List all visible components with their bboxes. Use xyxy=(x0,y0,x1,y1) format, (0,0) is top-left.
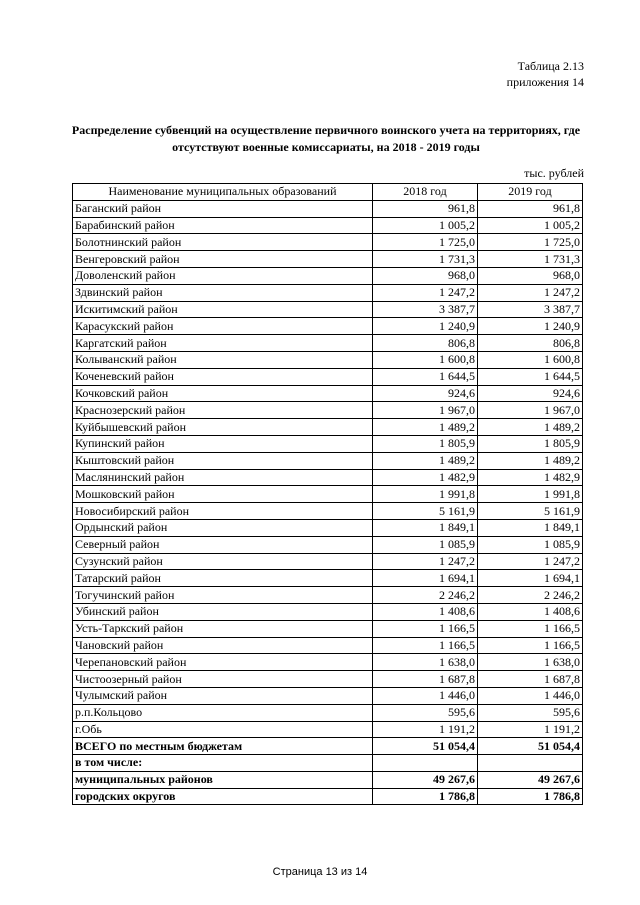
row-2018-cell: 1 489,2 xyxy=(373,419,478,436)
row-2019-cell: 595,6 xyxy=(478,704,583,721)
municipal-districts-row xyxy=(73,771,583,788)
row-2019-cell: 1 408,6 xyxy=(478,603,583,620)
row-2018-cell: 1 991,8 xyxy=(373,486,478,503)
table-row xyxy=(73,385,583,402)
row-name-cell: Чистоозерный район xyxy=(73,671,373,688)
row-2018-cell: 1 446,0 xyxy=(373,687,478,704)
row-2019-cell: 1 446,0 xyxy=(478,687,583,704)
row-2018-cell: 1 408,6 xyxy=(373,603,478,620)
table-row xyxy=(73,452,583,469)
row-2019-cell: 806,8 xyxy=(478,335,583,352)
row-name-cell: Убинский район xyxy=(73,603,373,620)
table-row xyxy=(73,351,583,368)
row-2019-cell: 2 246,2 xyxy=(478,587,583,604)
row-2018-cell: 1 247,2 xyxy=(373,284,478,301)
table-row xyxy=(73,368,583,385)
row-2018-cell: 968,0 xyxy=(373,267,478,284)
table-row xyxy=(73,469,583,486)
row-2019-cell: 1 191,2 xyxy=(478,721,583,738)
appendix-reference: приложения 14 xyxy=(506,75,584,89)
including-row xyxy=(73,755,583,772)
row-2019-cell: 1 482,9 xyxy=(478,469,583,486)
table-row xyxy=(73,536,583,553)
table-row xyxy=(73,267,583,284)
column-header-2018: 2018 год xyxy=(373,184,478,201)
row-2019-cell: 3 387,7 xyxy=(478,301,583,318)
row-name-cell: Черепановский район xyxy=(73,654,373,671)
row-2019-cell: 5 161,9 xyxy=(478,503,583,520)
table-number: Таблица 2.13 xyxy=(517,59,584,73)
row-name-cell: Чулымский район xyxy=(73,687,373,704)
table-row xyxy=(73,503,583,520)
row-2018-cell: 1 166,5 xyxy=(373,637,478,654)
table-row xyxy=(73,486,583,503)
table-row xyxy=(73,620,583,637)
row-2019-cell: 1 725,0 xyxy=(478,234,583,251)
row-name-cell: Северный район xyxy=(73,536,373,553)
table-row xyxy=(73,687,583,704)
row-name-cell: р.п.Кольцово xyxy=(73,704,373,721)
row-2018-cell: 1 247,2 xyxy=(373,553,478,570)
municipal-districts-label: муниципальных районов xyxy=(73,771,373,788)
row-name-cell: Кыштовский район xyxy=(73,452,373,469)
table-row xyxy=(73,519,583,536)
row-2018-cell: 1 725,0 xyxy=(373,234,478,251)
table-row xyxy=(73,200,583,217)
row-2018-cell: 1 805,9 xyxy=(373,435,478,452)
row-2018-cell: 806,8 xyxy=(373,335,478,352)
municipal-districts-2019: 49 267,6 xyxy=(478,771,583,788)
row-name-cell: Татарский район xyxy=(73,570,373,587)
row-name-cell: Куйбышевский район xyxy=(73,419,373,436)
table-row xyxy=(73,435,583,452)
including-2018 xyxy=(373,755,478,772)
row-2018-cell: 1 240,9 xyxy=(373,318,478,335)
urban-districts-label: городских округов xyxy=(73,788,373,805)
row-name-cell: Чановский район xyxy=(73,637,373,654)
unit-label: тыс. рублей xyxy=(524,166,584,180)
table-row xyxy=(73,217,583,234)
table-row xyxy=(73,637,583,654)
row-2019-cell: 1 489,2 xyxy=(478,452,583,469)
table-row xyxy=(73,603,583,620)
row-name-cell: Доволенский район xyxy=(73,267,373,284)
row-2018-cell: 1 191,2 xyxy=(373,721,478,738)
urban-districts-2019: 1 786,8 xyxy=(478,788,583,805)
row-name-cell: Ордынский район xyxy=(73,519,373,536)
table-row xyxy=(73,654,583,671)
row-2018-cell: 1 489,2 xyxy=(373,452,478,469)
row-2018-cell: 1 687,8 xyxy=(373,671,478,688)
row-2018-cell: 1 731,3 xyxy=(373,251,478,268)
row-name-cell: Сузунский район xyxy=(73,553,373,570)
column-header-name: Наименование муниципальных образований xyxy=(73,184,373,201)
document-title: Распределение субвенций на осуществление первичного воинского учета на территориях, где отсутствуют военные комиссариаты, на 2018 - 2019 годы xyxy=(71,123,581,154)
table-row xyxy=(73,251,583,268)
row-2019-cell: 1 166,5 xyxy=(478,637,583,654)
row-name-cell: Баганский район xyxy=(73,200,373,217)
row-name-cell: Купинский район xyxy=(73,435,373,452)
row-2018-cell: 1 849,1 xyxy=(373,519,478,536)
including-2019 xyxy=(478,755,583,772)
row-2018-cell: 5 161,9 xyxy=(373,503,478,520)
urban-districts-2018: 1 786,8 xyxy=(373,788,478,805)
row-2019-cell: 1 166,5 xyxy=(478,620,583,637)
table-row xyxy=(73,318,583,335)
row-2019-cell: 1 805,9 xyxy=(478,435,583,452)
row-2019-cell: 1 247,2 xyxy=(478,553,583,570)
page-footer: Страница 13 из 14 xyxy=(272,866,368,878)
municipal-districts-2018: 49 267,6 xyxy=(373,771,478,788)
table-row xyxy=(73,570,583,587)
row-2018-cell: 1 967,0 xyxy=(373,402,478,419)
row-2019-cell: 1 638,0 xyxy=(478,654,583,671)
subsidy-table xyxy=(72,183,583,805)
table-row xyxy=(73,284,583,301)
row-name-cell: Здвинский район xyxy=(73,284,373,301)
row-2018-cell: 1 166,5 xyxy=(373,620,478,637)
row-name-cell: Маслянинский район xyxy=(73,469,373,486)
table-row xyxy=(73,671,583,688)
row-2018-cell: 2 246,2 xyxy=(373,587,478,604)
row-2019-cell: 924,6 xyxy=(478,385,583,402)
total-2018: 51 054,4 xyxy=(373,738,478,755)
row-2019-cell: 1 005,2 xyxy=(478,217,583,234)
row-2019-cell: 1 085,9 xyxy=(478,536,583,553)
table-row xyxy=(73,553,583,570)
table-row xyxy=(73,335,583,352)
row-name-cell: Коченевский район xyxy=(73,368,373,385)
row-2019-cell: 1 991,8 xyxy=(478,486,583,503)
row-2019-cell: 1 600,8 xyxy=(478,351,583,368)
row-name-cell: Усть-Таркский район xyxy=(73,620,373,637)
row-name-cell: Болотнинский район xyxy=(73,234,373,251)
table-row xyxy=(73,704,583,721)
row-2019-cell: 1 731,3 xyxy=(478,251,583,268)
row-2018-cell: 1 644,5 xyxy=(373,368,478,385)
row-name-cell: Тогучинский район xyxy=(73,587,373,604)
row-2019-cell: 961,8 xyxy=(478,200,583,217)
row-2018-cell: 3 387,7 xyxy=(373,301,478,318)
row-2018-cell: 924,6 xyxy=(373,385,478,402)
row-2019-cell: 1 687,8 xyxy=(478,671,583,688)
table-row xyxy=(73,234,583,251)
total-label: ВСЕГО по местным бюджетам xyxy=(73,738,373,755)
table-header-row xyxy=(73,184,583,201)
row-2018-cell: 595,6 xyxy=(373,704,478,721)
row-name-cell: Каргатский район xyxy=(73,335,373,352)
row-name-cell: Искитимский район xyxy=(73,301,373,318)
row-2019-cell: 1 240,9 xyxy=(478,318,583,335)
row-name-cell: Кочковский район xyxy=(73,385,373,402)
row-2019-cell: 968,0 xyxy=(478,267,583,284)
row-2018-cell: 1 482,9 xyxy=(373,469,478,486)
total-2019: 51 054,4 xyxy=(478,738,583,755)
column-header-2019: 2019 год xyxy=(478,184,583,201)
urban-districts-row xyxy=(73,788,583,805)
row-2019-cell: 1 644,5 xyxy=(478,368,583,385)
row-name-cell: Колыванский район xyxy=(73,351,373,368)
row-name-cell: Венгеровский район xyxy=(73,251,373,268)
table-row xyxy=(73,587,583,604)
table-row xyxy=(73,402,583,419)
row-2018-cell: 1 694,1 xyxy=(373,570,478,587)
table-row xyxy=(73,301,583,318)
row-name-cell: Краснозерский район xyxy=(73,402,373,419)
row-name-cell: Карасукский район xyxy=(73,318,373,335)
row-2019-cell: 1 967,0 xyxy=(478,402,583,419)
row-2018-cell: 1 600,8 xyxy=(373,351,478,368)
row-name-cell: Мошковский район xyxy=(73,486,373,503)
table-row xyxy=(73,419,583,436)
row-2019-cell: 1 247,2 xyxy=(478,284,583,301)
table-row xyxy=(73,721,583,738)
row-2018-cell: 1 638,0 xyxy=(373,654,478,671)
row-2019-cell: 1 489,2 xyxy=(478,419,583,436)
row-2019-cell: 1 849,1 xyxy=(478,519,583,536)
row-name-cell: Барабинский район xyxy=(73,217,373,234)
row-2018-cell: 961,8 xyxy=(373,200,478,217)
row-name-cell: Новосибирский район xyxy=(73,503,373,520)
including-label: в том числе: xyxy=(73,755,373,772)
row-2018-cell: 1 005,2 xyxy=(373,217,478,234)
total-row xyxy=(73,738,583,755)
row-name-cell: г.Обь xyxy=(73,721,373,738)
row-2018-cell: 1 085,9 xyxy=(373,536,478,553)
row-2019-cell: 1 694,1 xyxy=(478,570,583,587)
